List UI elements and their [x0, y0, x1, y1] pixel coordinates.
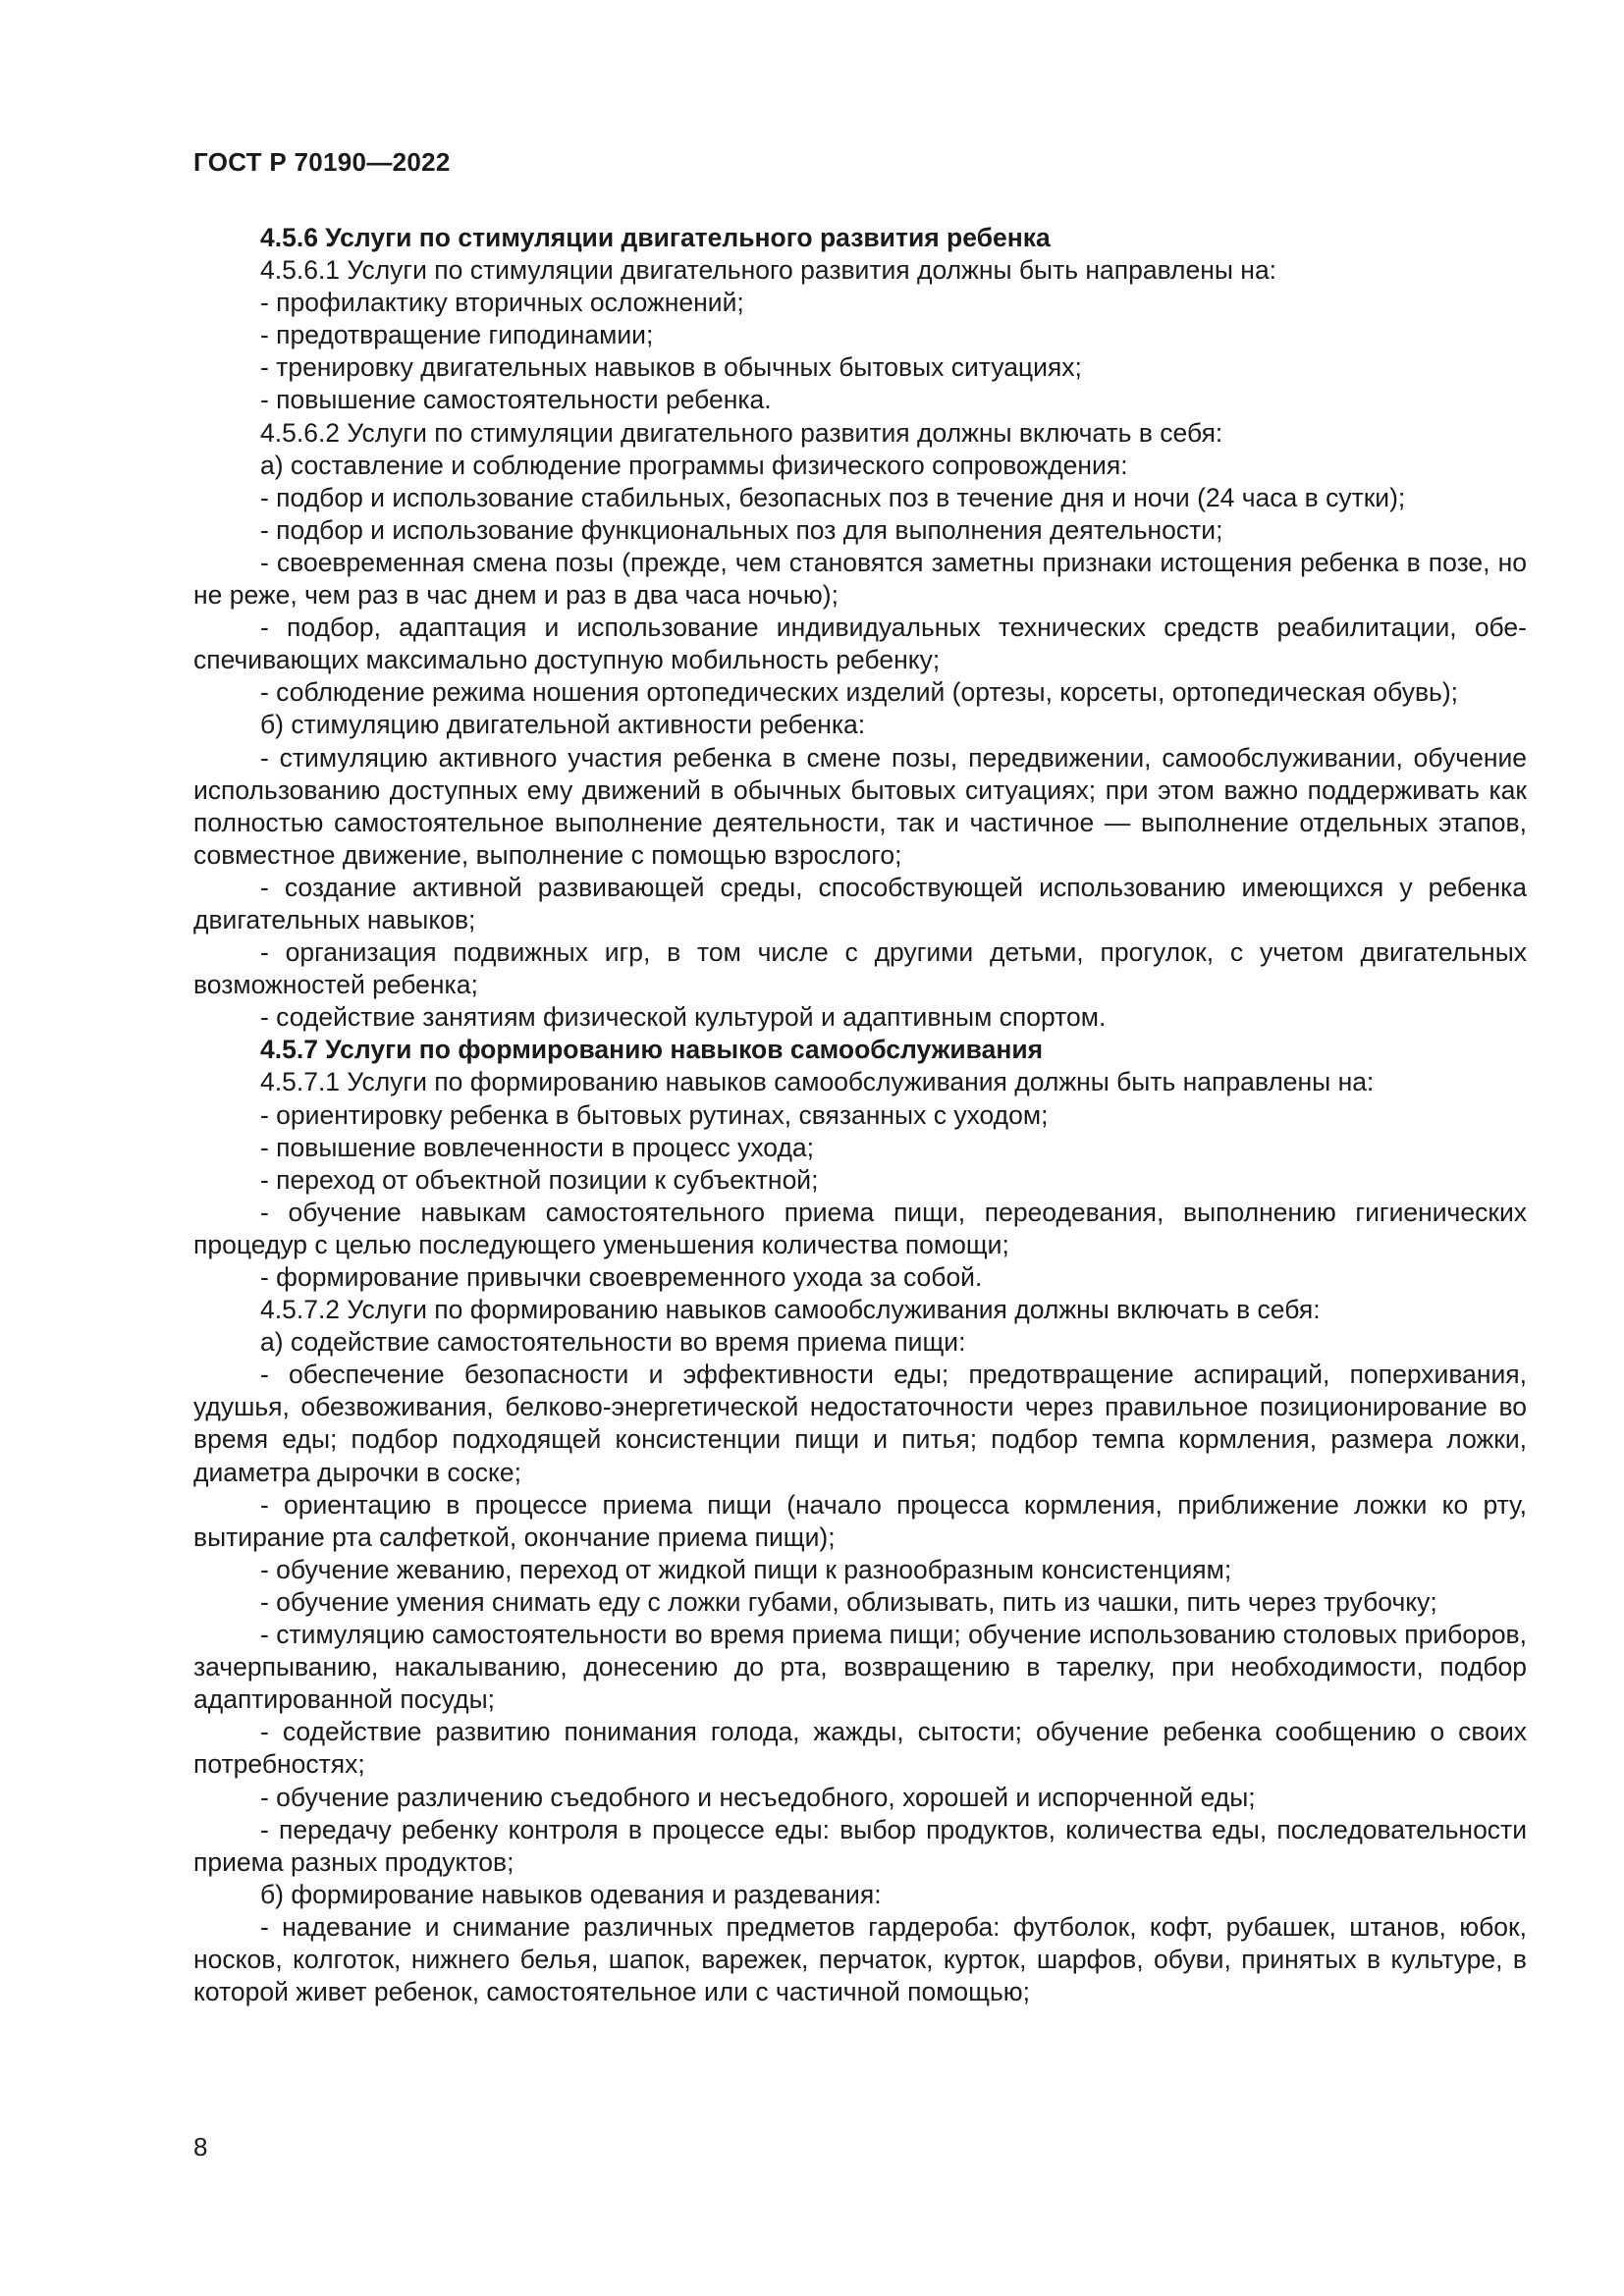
list-item: - повышение самостоятельности ребенка. [260, 385, 772, 415]
clause-4-5-6-2: 4.5.6.2 Услуги по стимуляции двигательного развития должны включать в себя: [260, 417, 1223, 448]
list-item: - обучение умения снимать еду с ложки губами, облизывать, пить из чашки, пить через трубочку; [260, 1586, 1437, 1617]
subclause-b: б) стимуляцию двигательной активности ребенка: [260, 710, 866, 740]
document-body [193, 222, 1527, 2008]
document-header-id: ГОСТ Р 70190—2022 [193, 147, 451, 177]
list-item: - подбор и использование стабильных, безопасных поз в течение дня и ночи (24 часа в сутки); [260, 482, 1406, 512]
list-item: - организация подвижных игр, в том числе с другими детьми, прогулок, с учетом двигательных возможностей ребенка; [193, 937, 1527, 1000]
section-heading-4-5-7: 4.5.7 Услуги по формированию навыков самообслуживания [260, 1035, 1044, 1065]
list-item: - подбор, адаптация и использование индивидуальных технических средств реабилитации, обеспечивающих максимально доступную мобильность ребенку; [193, 613, 1527, 675]
list-item: - профилактику вторичных осложнений; [260, 288, 744, 318]
clause-4-5-7-1: 4.5.7.1 Услуги по формированию навыков самообслуживания должны быть направлены на: [260, 1067, 1375, 1097]
list-item: - предотвращение гиподинамии; [260, 320, 654, 350]
clause-4-5-7-2: 4.5.7.2 Услуги по формированию навыков самообслуживания должны включать в себя: [260, 1295, 1321, 1325]
list-item: - тренировку двигательных навыков в обычных бытовых ситуациях; [260, 352, 1082, 383]
list-item: - обеспечение безопасности и эффективности еды; предотвращение аспираций, поперхивания, удушья, обезвоживания, белково-энергетической недостаточности через правильное позиционирование во время еды; подбор подходящей консистенции пищи и питья; подбор темпа кормления, размера ложки, диаметра дырочки в соске; [193, 1360, 1527, 1487]
list-item: - формирование привычки своевременного ухода за собой. [260, 1262, 983, 1292]
subclause-a: а) составление и соблюдение программы физического сопровождения: [260, 450, 1128, 480]
subclause-a: а) содействие самостоятельности во время приема пищи: [260, 1327, 966, 1358]
list-item: - надевание и снимание различных предметов гардероба: футболок, кофт, рубашек, штанов, юбок, носков, колготок, нижнего белья, шапок, варежек, перчаток, курток, шарфов, обуви, принятых в культуре, в которой живет ребенок, самостоятельное или с частичной помощью; [193, 1911, 1527, 2007]
list-item: - подбор и использование функциональных поз для выполнения деятельности; [260, 514, 1223, 545]
list-item: - стимуляцию активного участия ребенка в смене позы, передвижении, самообслуживании, обучение использованию доступных ему движений в обычных бытовых ситуациях; при этом важно поддерживать как полностью самостоятельное выполнение деятельности, так и частичное — выполнение отдельных этапов, совместное движение, выполнение с помощью взрослого; [193, 742, 1527, 870]
section-heading-4-5-6: 4.5.6 Услуги по стимуляции двигательного развития ребенка [260, 223, 1051, 252]
list-item: - стимуляцию самостоятельности во время приема пищи; обучение использованию столовых приборов, зачерпыванию, накалыванию, донесению до рта, возвращению в тарелку, при необходимости, подбор адаптированной посуды; [193, 1620, 1527, 1715]
list-item: - создание активной развивающей среды, способствующей использованию имеющихся у ребенка двигательных навыков; [193, 872, 1527, 934]
page-number: 8 [193, 2132, 208, 2162]
list-item: - обучение навыкам самостоятельного приема пищи, переодевания, выполнению гигиенических процедур с целью последующего уменьшения количества помощи; [193, 1197, 1527, 1259]
clause-4-5-6-1: 4.5.6.1 Услуги по стимуляции двигательного развития должны быть направлены на: [260, 255, 1277, 286]
list-item: - повышение вовлеченности в процесс ухода; [260, 1132, 815, 1162]
list-item: - своевременная смена позы (прежде, чем становятся заметны признаки истощения ребенка в позе, но не реже, чем раз в час днем и раз в два часа ночью); [193, 547, 1527, 611]
list-item: - ориентацию в процессе приема пищи (начало процесса кормления, приближение ложки ко рту, вытирание рта салфеткой, окончание приема пищи); [193, 1489, 1527, 1552]
list-item: - содействие занятиям физической культурой и адаптивным спортом. [260, 1002, 1107, 1033]
list-item: - передачу ребенку контроля в процессе еды: выбор продуктов, количества еды, последовательности приема разных продуктов; [193, 1814, 1527, 1877]
list-item: - ориентировку ребенка в бытовых рутинах, связанных с уходом; [260, 1099, 1049, 1130]
list-item: - обучение жеванию, переход от жидкой пищи к разнообразным консистенциям; [260, 1554, 1232, 1584]
list-item: - содействие развитию понимания голода, жажды, сытости; обучение ребенка сообщению о своих потребностях; [193, 1717, 1527, 1780]
list-item: - переход от объектной позиции к субъектной; [260, 1164, 819, 1195]
subclause-b: б) формирование навыков одевания и раздевания: [260, 1879, 882, 1909]
list-item: - обучение различению съедобного и несъедобного, хорошей и испорченной еды; [260, 1782, 1256, 1812]
list-item: - соблюдение режима ношения ортопедических изделий (ортезы, корсеты, ортопедическая обувь); [260, 677, 1459, 708]
